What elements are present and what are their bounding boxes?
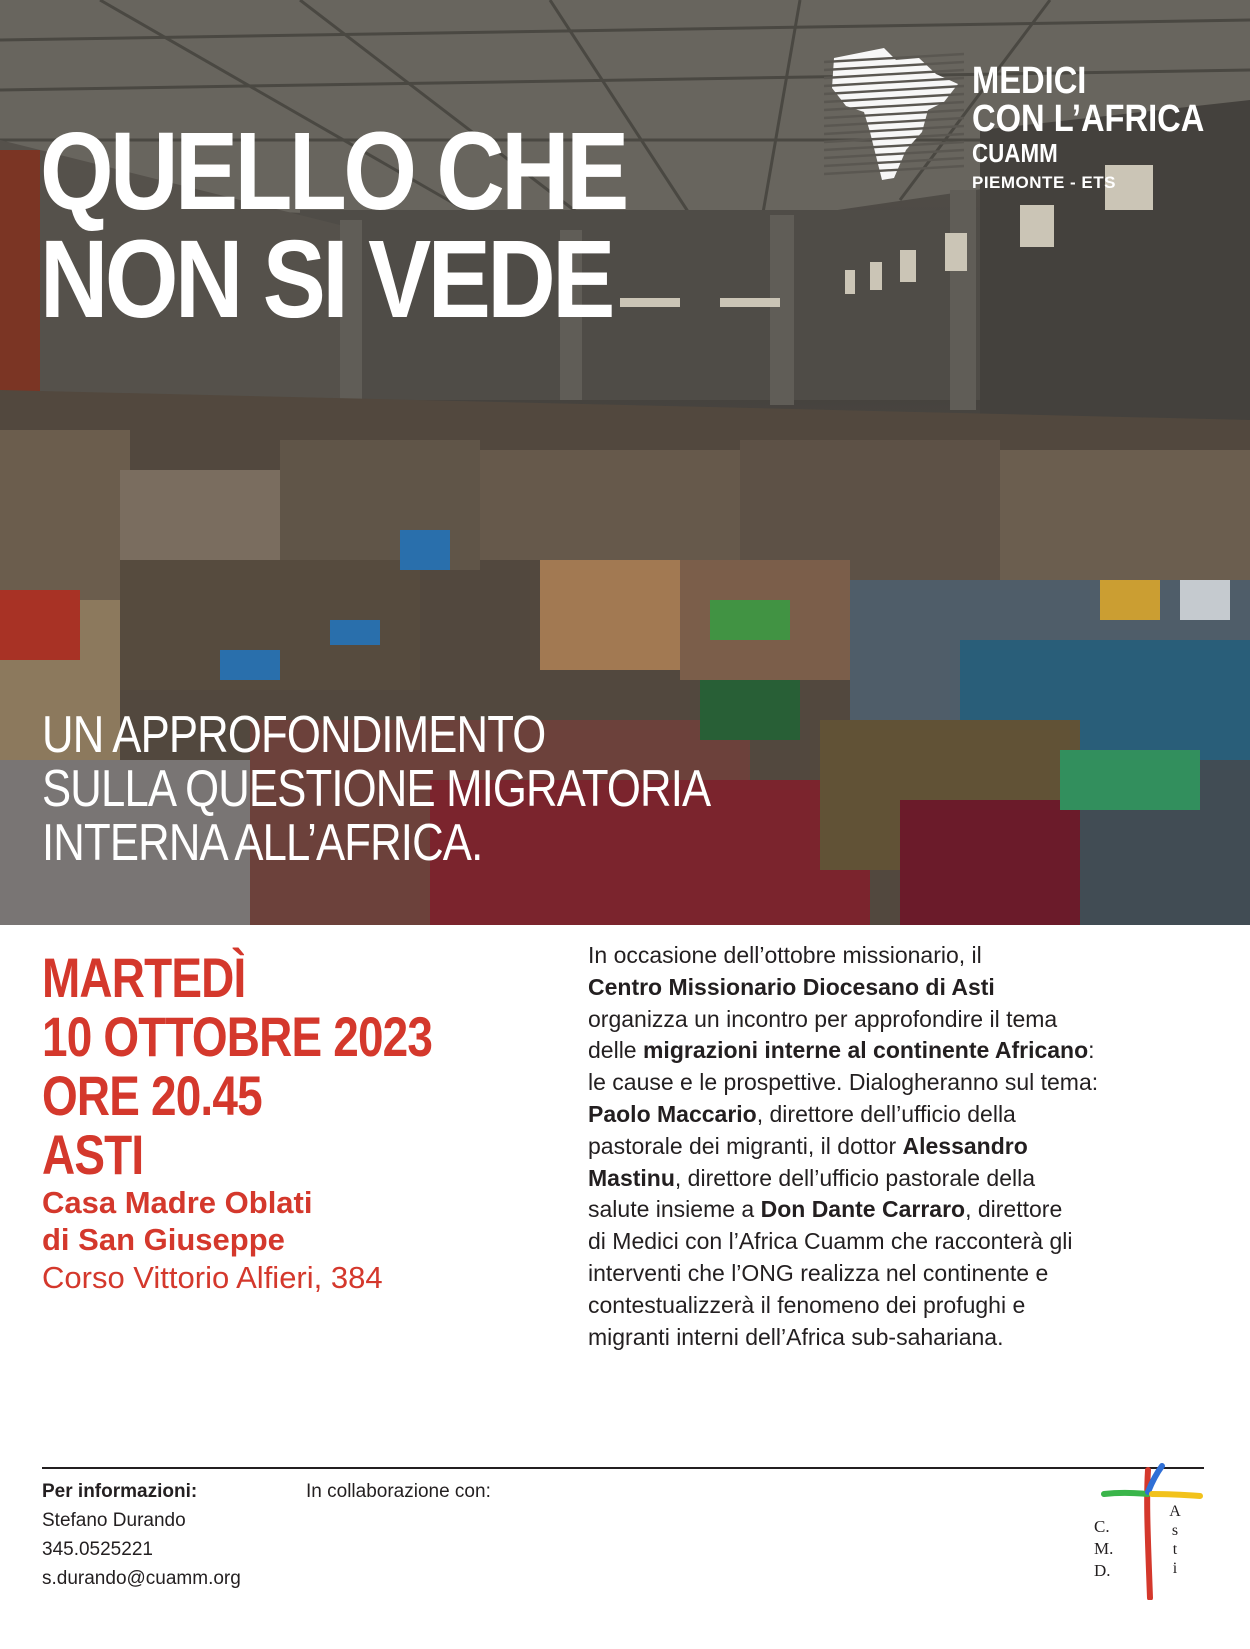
event-city: ASTI [42, 1123, 144, 1186]
event-time: ORE 20.45 [42, 1064, 262, 1127]
event-venue-line-2: di San Giuseppe [42, 1222, 285, 1257]
description-text: , direttore dell’ufficio della [756, 1100, 1016, 1127]
cmd-letter-c: C. [1094, 1517, 1110, 1536]
description-line [588, 1035, 1208, 1067]
logo-line-3: CUAMM [972, 138, 1058, 168]
cmd-letter-m: M. [1094, 1539, 1114, 1558]
description-text: , direttore dell’ufficio pastorale della [674, 1164, 1036, 1191]
hero-subtitle-line-3: INTERNA ALL’AFRICA. [42, 814, 483, 873]
description-text: interventi che l’ONG realizza nel continente e [588, 1259, 1049, 1286]
cmd-letters [1094, 1516, 1113, 1582]
event-details [42, 948, 562, 1298]
hero-subtitle [42, 706, 711, 873]
hero-title [40, 110, 626, 341]
event-venue-line-1: Casa Madre Oblati [42, 1185, 313, 1220]
logo-line-4: PIEMONTE - ETS [972, 173, 1116, 192]
description-line [588, 1290, 1208, 1322]
organizer-name: Centro Missionario Diocesano di Asti [588, 973, 995, 1000]
speaker-name: Alessandro [902, 1132, 1028, 1159]
cuamm-logo [824, 40, 1224, 200]
description-text: di Medici con l’Africa Cuamm che racconterà gli [588, 1228, 1073, 1255]
description-line [588, 940, 1208, 972]
logo-line-1: MEDICI [972, 60, 1087, 102]
description-text: , direttore [965, 1196, 1063, 1223]
asti-letter-a: A [1169, 1503, 1181, 1520]
description-line [588, 1004, 1208, 1036]
hero-subtitle-line-2: SULLA QUESTIONE MIGRATORIA [42, 760, 711, 819]
description-line [588, 1131, 1208, 1163]
contact-phone[interactable]: 345.0525221 [42, 1539, 153, 1560]
event-address: Corso Vittorio Alfieri, 384 [42, 1260, 383, 1295]
description-line [588, 1322, 1208, 1354]
description-text: migranti interni dell’Africa sub-sahariana. [588, 1323, 1004, 1350]
event-day: MARTEDÌ [42, 946, 246, 1009]
description-text: : [1088, 1037, 1095, 1064]
asti-letter-i: i [1172, 1560, 1178, 1577]
topic-highlight: migrazioni interne al continente Africano [642, 1037, 1089, 1064]
asti-letter-t: t [1172, 1541, 1178, 1558]
description-line [588, 1067, 1208, 1099]
event-description [588, 940, 1208, 1353]
logo-wordmark [972, 62, 1242, 194]
hero-title-line-1: QUELLO CHE [40, 110, 626, 233]
description-line [588, 1194, 1208, 1226]
speaker-name: Mastinu [588, 1164, 675, 1191]
description-text: organizza un incontro per approfondire il tema [588, 1005, 1058, 1032]
footer-divider [42, 1467, 1204, 1469]
description-text: delle [588, 1037, 643, 1064]
hero-subtitle-line-1: UN APPROFONDIMENTO [42, 706, 546, 764]
speaker-name: Paolo Maccario [588, 1100, 757, 1127]
cmd-asti-logo [1082, 1462, 1212, 1600]
collaboration-label: In collaborazione con: [306, 1481, 491, 1502]
event-date: 10 OTTOBRE 2023 [42, 1005, 433, 1068]
contact-email[interactable]: s.durando@cuamm.org [42, 1568, 241, 1589]
description-text: pastorale dei migranti, il dottor [588, 1132, 903, 1159]
cmd-letter-d: D. [1094, 1561, 1111, 1580]
description-line [588, 972, 1208, 1004]
speaker-name: Don Dante Carraro [760, 1196, 966, 1223]
description-line [588, 1226, 1208, 1258]
asti-letters [1168, 1502, 1182, 1578]
description-text: contestualizzerà il fenomeno dei profughi e [588, 1291, 1026, 1318]
description-line [588, 1163, 1208, 1195]
contact-name: Stefano Durando [42, 1510, 186, 1531]
africa-continent-icon [824, 40, 964, 190]
asti-letter-s: s [1171, 1522, 1179, 1539]
description-text: In occasione dell’ottobre missionario, il [588, 942, 982, 968]
description-text: le cause e le prospettive. Dialogheranno sul tema: [588, 1069, 1099, 1096]
description-text: salute insieme a [588, 1196, 761, 1223]
logo-line-2: CON L’AFRICA [972, 98, 1205, 140]
description-line [588, 1099, 1208, 1131]
hero-title-line-2: NON SI VEDE [40, 217, 612, 341]
description-line [588, 1258, 1208, 1290]
contact-info [42, 1477, 241, 1593]
contact-title: Per informazioni: [42, 1481, 198, 1502]
